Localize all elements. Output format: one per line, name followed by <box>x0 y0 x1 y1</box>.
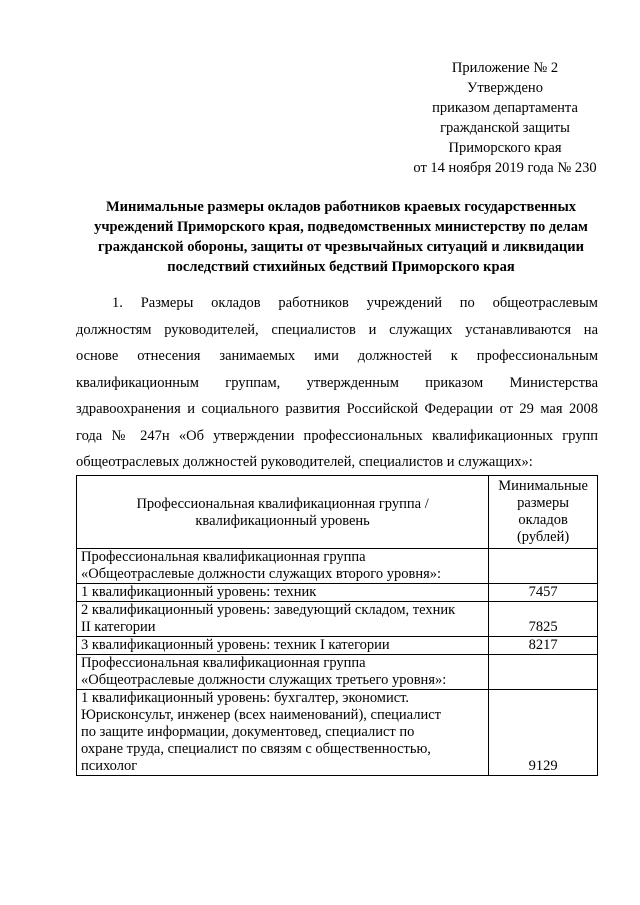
cell-line: II категории <box>81 619 156 635</box>
salary-cell: 8217 <box>489 637 598 655</box>
salary-cell: 9129 <box>489 690 598 776</box>
group-cell <box>77 655 489 690</box>
header-min-salary <box>489 476 598 549</box>
salary-table <box>76 475 598 776</box>
header-line: размеры <box>517 495 569 511</box>
table-row <box>77 602 598 637</box>
approval-line: приказом департамента <box>432 100 578 116</box>
cell-line: 2 квалификационный уровень: заведующий складом, техник <box>81 602 456 618</box>
cell-line: психолог <box>81 758 138 774</box>
paragraph-line: общеотраслевых должностей руководителей, специалистов и служащих»: <box>76 454 533 470</box>
table-row <box>77 637 598 655</box>
title-line: Минимальные размеры окладов работников краевых государственных <box>105 199 577 215</box>
header-line: Минимальные <box>498 478 588 494</box>
header-line: окладов <box>518 512 568 528</box>
table-header-row <box>77 476 598 549</box>
cell-line: 1 квалификационный уровень: техник <box>81 584 317 600</box>
body-paragraph <box>76 290 598 476</box>
header-group-level <box>77 476 489 549</box>
header-line: квалификационный уровень <box>195 513 370 529</box>
document-title <box>76 197 606 277</box>
level-cell <box>77 584 489 602</box>
table-row <box>77 549 598 584</box>
approval-line: от 14 ноября 2019 года № 230 <box>413 160 597 176</box>
level-cell <box>77 637 489 655</box>
title-line: последствий стихийных бедствий Приморского края <box>167 259 515 275</box>
approval-line: гражданской защиты <box>440 120 570 136</box>
cell-line: по защите информации, документовед, специалист по <box>81 724 415 740</box>
level-cell <box>77 690 489 776</box>
salary-cell <box>489 655 598 690</box>
header-line: Профессиональная квалификационная группа / <box>136 496 429 512</box>
paragraph-line: года № 247н «Об утверждении профессиональных квалификационных групп <box>76 427 598 444</box>
cell-line: 1 квалификационный уровень: бухгалтер, экономист. <box>81 690 410 706</box>
cell-line: Юрисконсульт, инженер (всех наименований), специалист <box>81 707 442 723</box>
salary-cell: 7457 <box>489 584 598 602</box>
table-row <box>77 690 598 776</box>
paragraph-line: должностям руководителей, специалистов и служащих устанавливаются на <box>76 321 598 338</box>
approval-line: Приморского края <box>448 140 562 156</box>
cell-line: 3 квалификационный уровень: техник I категории <box>81 637 390 653</box>
level-cell <box>77 602 489 637</box>
approval-line: Утверждено <box>467 80 543 96</box>
cell-line: охране труда, специалист по связям с общественностью, <box>81 741 431 757</box>
cell-line: «Общеотраслевые должности служащих третьего уровня»: <box>81 672 447 688</box>
cell-line: Профессиональная квалификационная группа <box>81 549 366 565</box>
title-line: учреждений Приморского края, подведомственных министерству по делам <box>94 219 588 235</box>
approval-block <box>385 58 625 178</box>
cell-line: «Общеотраслевые должности служащих второго уровня»: <box>81 566 442 582</box>
salary-cell <box>489 549 598 584</box>
approval-line: Приложение № 2 <box>451 60 559 76</box>
header-line: (рублей) <box>516 529 570 545</box>
paragraph-line: квалификационным группам, утвержденным приказом Министерства <box>76 374 598 391</box>
paragraph-line: здравоохранения и социального развития Российской Федерации от 29 мая 2008 <box>76 401 598 417</box>
cell-line: Профессиональная квалификационная группа <box>81 655 366 671</box>
table-row <box>77 655 598 690</box>
table-row <box>77 584 598 602</box>
paragraph-line: 1. Размеры окладов работников учреждений по общеотраслевым <box>112 295 598 311</box>
group-cell <box>77 549 489 584</box>
salary-cell: 7825 <box>489 602 598 637</box>
paragraph-line: основе отнесения занимаемых ими должностей к профессиональным <box>76 348 598 364</box>
title-line: гражданской обороны, защиты от чрезвычайных ситуаций и ликвидации <box>98 239 584 255</box>
